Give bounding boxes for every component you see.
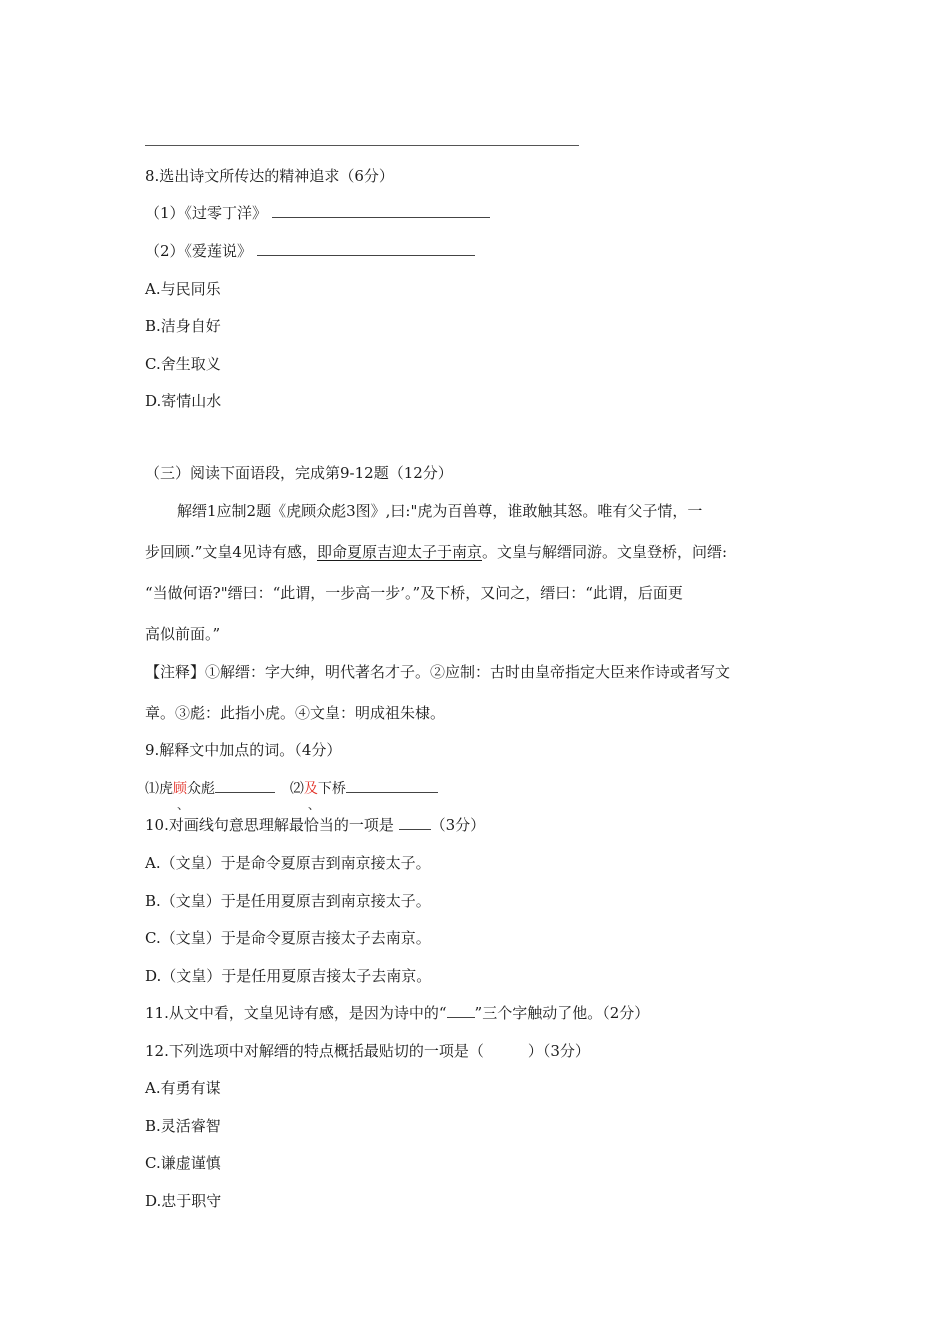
underlined-sentence: 即命夏原吉迎太子于南京 — [316, 543, 482, 561]
q8-item-1-blank[interactable] — [272, 203, 490, 218]
q8-option-c: C.舍生取义 — [145, 355, 221, 373]
q10-title-text: 10.对画线句意思理解最恰当的一项是 — [145, 816, 394, 834]
q9-word-2-blank[interactable] — [346, 778, 438, 793]
passage-line-3: “当做何语?"缙曰：“此谓，一步高一步’。”及下桥，又问之，缙曰：“此谓，后面更 — [145, 584, 683, 602]
q9-word-2-dotted — [303, 781, 320, 812]
q8-item-2 — [145, 241, 475, 261]
q8-item-2-blank[interactable] — [257, 241, 475, 256]
passage-line-2 — [145, 542, 805, 562]
q12-option-c: C.谦虚谨慎 — [145, 1154, 221, 1172]
q10-score: （3分） — [430, 816, 486, 834]
q12-option-d: D.忠于职守 — [145, 1192, 222, 1210]
note-line-1: 【注释】①解缙：字大绅，明代著名才子。②应制：古时由皇帝指定大臣来作诗或者写文 — [145, 663, 731, 681]
passage-line-4: 高似前面。” — [145, 625, 221, 643]
q12-title-start: 12.下列选项中对解缙的特点概括最贴切的一项是（ — [145, 1042, 484, 1060]
note-line-2: 章。③彪：此指小虎。④文皇：明成祖朱棣。 — [145, 704, 446, 722]
q9-word-1-dotted — [173, 781, 190, 812]
q9-word-1-prefix: ⑴虎 — [145, 781, 173, 797]
q11-title — [145, 1003, 649, 1023]
q8-item-2-label: （2）《爱莲说》 — [145, 242, 253, 260]
q9-words — [145, 778, 438, 812]
passage-line-2-start: 步回顾.”文皇4见诗有感， — [145, 543, 317, 561]
section3-heading: （三）阅读下面语段，完成第9-12题（12分） — [145, 464, 453, 482]
q9-word-2-suffix: 下桥 — [317, 781, 346, 797]
q10-title — [145, 815, 485, 835]
q10-blank[interactable] — [399, 815, 431, 830]
q9-word-1-dotted-char: 顾 — [173, 781, 187, 797]
q9-title: 9.解释文中加点的词。（4分） — [145, 741, 342, 759]
q9-word-2-dotted-char: 及 — [303, 781, 318, 797]
q8-item-1 — [145, 203, 490, 223]
q10-option-c: C.（文皇）于是命令夏原吉接太子去南京。 — [145, 929, 431, 947]
q9-word-2-prefix: ⑵ — [289, 781, 304, 797]
q10-option-b: B.（文皇）于是任用夏原吉到南京接太子。 — [145, 892, 431, 910]
q8-option-b: B.洁身自好 — [145, 317, 221, 335]
q11-title-start: 11.从文中看，文皇见诗有感，是因为诗中的“ — [145, 1004, 447, 1022]
q10-option-d: D.（文皇）于是任用夏原吉接太子去南京。 — [145, 967, 432, 985]
q9-dot-mark-1: 、 — [177, 798, 190, 812]
q12-title-end: ）（3分） — [527, 1042, 590, 1060]
q9-word-1-blank[interactable] — [215, 778, 275, 793]
q8-title: 8.选出诗文所传达的精神追求（6分） — [145, 167, 394, 185]
q9-word-1-suffix: 众彪 — [187, 781, 215, 797]
answer-line — [145, 145, 579, 146]
q11-blank[interactable] — [447, 1003, 475, 1018]
q12-title — [145, 1041, 590, 1061]
q12-option-b: B.灵活睿智 — [145, 1117, 221, 1135]
q9-dot-mark-2: 、 — [307, 798, 320, 812]
q12-option-a: A.有勇有谋 — [145, 1079, 221, 1097]
passage-line-1: 解缙1应制2题《虎顾众彪3图》,曰:"虎为百兽尊，谁敢触其怒。唯有父子情，一 — [177, 502, 703, 520]
q8-item-1-label: （1）《过零丁洋》 — [145, 204, 268, 222]
q8-option-a: A.与民同乐 — [145, 280, 221, 298]
q11-title-end: ”三个字触动了他。（2分） — [474, 1004, 650, 1022]
q10-option-a: A.（文皇）于是命令夏原吉到南京接太子。 — [145, 854, 431, 872]
q8-option-d: D.寄情山水 — [145, 392, 222, 410]
passage-line-2-end: 。文皇与解缙同游。文皇登桥，问缙: — [482, 543, 728, 561]
